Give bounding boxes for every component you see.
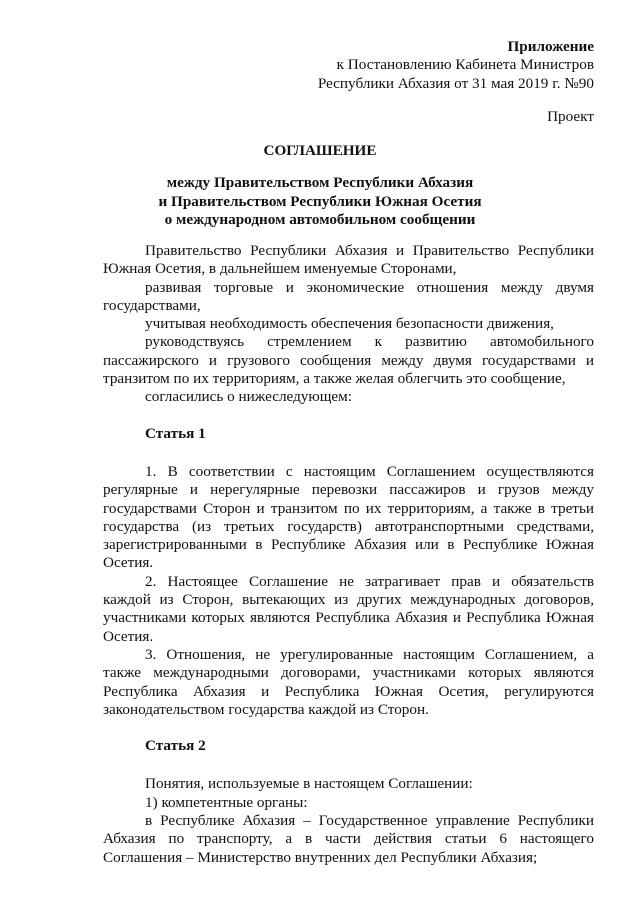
preamble-paragraph-2: развивая торговые и экономические отношения между двумя государствами, <box>103 278 594 314</box>
preamble-paragraph-3: учитывая необходимость обеспечения безопасности движения, <box>145 315 554 333</box>
article-1-heading: Статья 1 <box>145 424 206 442</box>
agreement-subtitle <box>0 174 640 230</box>
preamble-paragraph-5: согласились о нижеследующем: <box>145 388 353 406</box>
article-2-paragraph-3: в Республике Абхазия – Государственное управление Республики Абхазия по транспорту, а в части действия статьи 6 настоящего Соглашения – Министерство внутренних дел Республики Абхазия; <box>103 812 594 866</box>
article-2-paragraph-1: Понятия, используемые в настоящем Соглашении: <box>145 775 473 793</box>
article-2-paragraph-2: 1) компетентные органы: <box>145 793 308 811</box>
annex-block <box>318 38 594 93</box>
annex-line-2: Республики Абхазия от 31 мая 2019 г. №90 <box>317 74 594 92</box>
article-1-paragraph-1: 1. В соответствии с настоящим Соглашением осуществляются регулярные и нерегулярные перевозки пассажиров и грузов между государствами Сторон и транзитом по их территориям, а также в третьи государства (из третьих государств) автотранспортными средствами, зарегистрированными в Республике Абхазия или в Республике Южная Осетия. <box>103 462 594 572</box>
subtitle-line-2: и Правительством Республики Южная Осетия <box>158 192 482 210</box>
preamble-paragraph-4: руководствуясь стремлением к развитию автомобильного пассажирского и грузового сообщения между двумя государствами и транзитом по их территориям, а также желая облегчить это сообщение, <box>103 333 594 388</box>
article-1-paragraph-2: 2. Настоящее Соглашение не затрагивает прав и обязательств каждой из Сторон, вытекающих из других международных договоров, участниками которых являются Республика Абхазия и Республика Южная Осетия. <box>103 572 594 645</box>
annex-line-1: к Постановлению Кабинета Министров <box>336 56 594 74</box>
agreement-title: СОГЛАШЕНИЕ <box>263 142 377 159</box>
subtitle-line-1: между Правительством Республики Абхазия <box>166 174 474 191</box>
draft-label: Проект <box>547 108 594 125</box>
subtitle-line-3: о международном автомобильном сообщении <box>164 211 476 229</box>
article-1-paragraph-3: 3. Отношения, не урегулированные настоящим Соглашением, а также международными договорами, участниками которых являются Республика Абхазия и Республика Южная Осетия, регулируются законодательством государства каждой из Сторон. <box>103 645 594 718</box>
document-body <box>103 242 594 867</box>
article-2-heading: Статья 2 <box>145 737 206 755</box>
annex-title: Приложение <box>507 38 594 55</box>
preamble-paragraph-1: Правительство Республики Абхазия и Правительство Республики Южная Осетия, в дальнейшем именуемые Сторонами, <box>103 242 594 278</box>
